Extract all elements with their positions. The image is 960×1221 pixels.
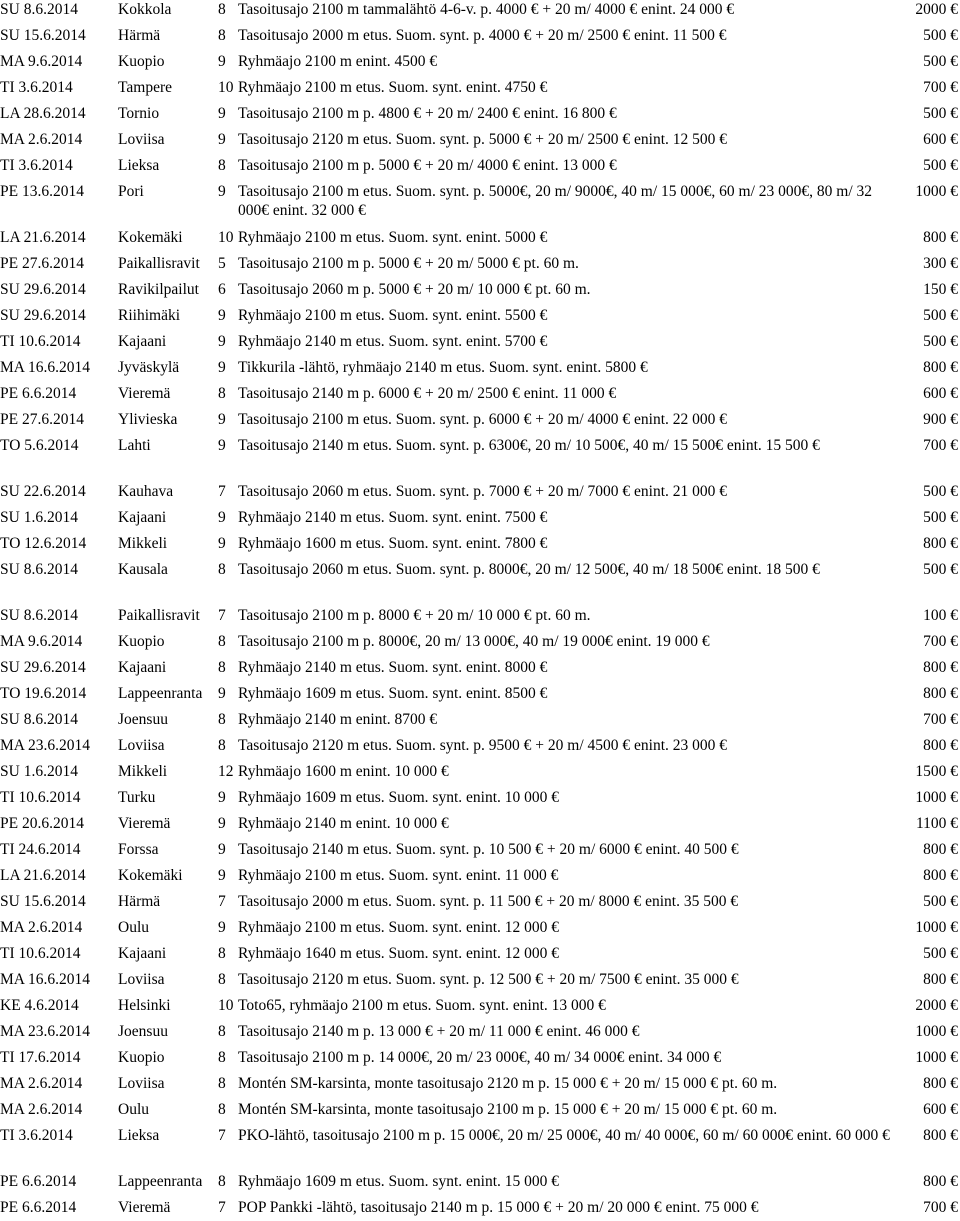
- place-cell: Forssa: [118, 841, 159, 858]
- prize-cell: 100 €: [923, 607, 958, 624]
- date-cell: SU 15.6.2014: [0, 27, 86, 44]
- prize-cell: 800 €: [923, 971, 958, 988]
- description-cell: Ryhmäajo 2140 m etus. Suom. synt. enint. 8000 €: [238, 659, 548, 676]
- description-cell: Ryhmäajo 2140 m enint. 8700 €: [238, 711, 438, 728]
- count-cell: 8: [218, 1101, 226, 1118]
- date-cell: PE 27.6.2014: [0, 255, 84, 272]
- count-cell: 8: [218, 659, 226, 676]
- date-cell: PE 6.6.2014: [0, 1199, 77, 1216]
- description-cell: Tasoitusajo 2060 m etus. Suom. synt. p. 8000€, 20 m/ 12 500€, 40 m/ 18 500€ enint. 18 500 €: [238, 561, 820, 578]
- place-cell: Oulu: [118, 919, 149, 936]
- count-cell: 9: [218, 919, 226, 936]
- count-cell: 9: [218, 53, 226, 70]
- count-cell: 8: [218, 633, 226, 650]
- prize-cell: 500 €: [923, 509, 958, 526]
- prize-cell: 600 €: [923, 385, 958, 402]
- date-cell: TO 19.6.2014: [0, 685, 87, 702]
- count-cell: 8: [218, 1075, 226, 1092]
- place-cell: Kuopio: [118, 633, 165, 650]
- place-cell: Lappeenranta: [118, 685, 203, 702]
- count-cell: 8: [218, 1023, 226, 1040]
- place-cell: Kajaani: [118, 333, 167, 350]
- date-cell: MA 23.6.2014: [0, 737, 90, 754]
- date-cell: KE 4.6.2014: [0, 997, 79, 1014]
- date-cell: SU 8.6.2014: [0, 607, 78, 624]
- place-cell: Pori: [118, 183, 144, 200]
- place-cell: Vieremä: [118, 385, 171, 402]
- count-cell: 7: [218, 1199, 226, 1216]
- date-cell: PE 6.6.2014: [0, 1173, 77, 1190]
- date-cell: TI 10.6.2014: [0, 945, 81, 962]
- prize-cell: 500 €: [923, 893, 958, 910]
- place-cell: Ravikilpailut: [118, 281, 199, 298]
- description-cell: Tasoitusajo 2120 m etus. Suom. synt. p. 12 500 € + 20 m/ 7500 € enint. 35 000 €: [238, 971, 739, 988]
- count-cell: 9: [218, 131, 226, 148]
- description-cell: Ryhmäajo 1640 m etus. Suom. synt. enint. 12 000 €: [238, 945, 559, 962]
- description-cell: Tasoitusajo 2100 m etus. Suom. synt. p. 6000 € + 20 m/ 4000 € enint. 22 000 €: [238, 411, 728, 428]
- place-cell: Vieremä: [118, 815, 171, 832]
- date-cell: MA 23.6.2014: [0, 1023, 90, 1040]
- date-cell: PE 20.6.2014: [0, 815, 84, 832]
- count-cell: 8: [218, 711, 226, 728]
- description-cell: Tasoitusajo 2140 m etus. Suom. synt. p. 6300€, 20 m/ 10 500€, 40 m/ 15 500€ enint. 15 500 €: [238, 437, 820, 454]
- place-cell: Turku: [118, 789, 156, 806]
- date-cell: PE 27.6.2014: [0, 411, 84, 428]
- description-cell: Tasoitusajo 2000 m etus. Suom. synt. p. 4000 € + 20 m/ 2500 € enint. 11 500 €: [238, 27, 727, 44]
- prize-cell: 800 €: [923, 841, 958, 858]
- description-cell: Tasoitusajo 2100 m tammalähtö 4-6-v. p. 4000 € + 20 m/ 4000 € enint. 24 000 €: [238, 1, 735, 18]
- prize-cell: 1000 €: [915, 1023, 958, 1040]
- count-cell: 8: [218, 385, 226, 402]
- description-cell: Ryhmäajo 2140 m etus. Suom. synt. enint. 7500 €: [238, 509, 548, 526]
- prize-cell: 2000 €: [915, 997, 958, 1014]
- description-cell: Montén SM-karsinta, monte tasoitusajo 2100 m p. 15 000 € + 20 m/ 15 000 € pt. 60 m.: [238, 1101, 778, 1118]
- place-cell: Tornio: [118, 105, 160, 122]
- prize-cell: 1000 €: [915, 1049, 958, 1066]
- date-cell: MA 2.6.2014: [0, 1075, 83, 1092]
- date-cell: LA 21.6.2014: [0, 867, 86, 884]
- place-cell: Helsinki: [118, 997, 171, 1014]
- count-cell: 9: [218, 685, 226, 702]
- place-cell: Mikkeli: [118, 763, 168, 780]
- count-cell: 7: [218, 607, 226, 624]
- description-cell: Toto65, ryhmäajo 2100 m etus. Suom. synt. enint. 13 000 €: [238, 997, 606, 1014]
- date-cell: TI 3.6.2014: [0, 1127, 73, 1144]
- place-cell: Oulu: [118, 1101, 149, 1118]
- date-cell: SU 29.6.2014: [0, 659, 86, 676]
- description-cell: Ryhmäajo 2100 m enint. 4500 €: [238, 53, 438, 70]
- count-cell: 7: [218, 483, 226, 500]
- date-cell: MA 9.6.2014: [0, 633, 83, 650]
- count-cell: 9: [218, 789, 226, 806]
- prize-cell: 800 €: [923, 535, 958, 552]
- place-cell: Vieremä: [118, 1199, 171, 1216]
- prize-cell: 700 €: [923, 711, 958, 728]
- count-cell: 9: [218, 183, 226, 200]
- date-cell: TO 12.6.2014: [0, 535, 87, 552]
- place-cell: Joensuu: [118, 711, 168, 728]
- prize-cell: 500 €: [923, 561, 958, 578]
- date-cell: PE 13.6.2014: [0, 183, 84, 200]
- description-cell: Tasoitusajo 2100 m p. 4800 € + 20 m/ 2400 € enint. 16 800 €: [238, 105, 617, 122]
- count-cell: 9: [218, 841, 226, 858]
- count-cell: 8: [218, 1173, 226, 1190]
- prize-cell: 500 €: [923, 945, 958, 962]
- count-cell: 9: [218, 437, 226, 454]
- count-cell: 9: [218, 815, 226, 832]
- place-cell: Lieksa: [118, 157, 160, 174]
- date-cell: SU 8.6.2014: [0, 711, 78, 728]
- count-cell: 10: [218, 229, 234, 246]
- place-cell: Härmä: [118, 27, 161, 44]
- date-cell: LA 21.6.2014: [0, 229, 86, 246]
- date-cell: SU 15.6.2014: [0, 893, 86, 910]
- prize-cell: 900 €: [923, 411, 958, 428]
- prize-cell: 500 €: [923, 483, 958, 500]
- prize-cell: 800 €: [923, 359, 958, 376]
- prize-cell: 500 €: [923, 157, 958, 174]
- count-cell: 8: [218, 945, 226, 962]
- place-cell: Kokemäki: [118, 867, 183, 884]
- prize-cell: 800 €: [923, 685, 958, 702]
- prize-cell: 500 €: [923, 333, 958, 350]
- prize-cell: 800 €: [923, 229, 958, 246]
- count-cell: 8: [218, 1049, 226, 1066]
- count-cell: 10: [218, 997, 234, 1014]
- place-cell: Kajaani: [118, 659, 167, 676]
- count-cell: 9: [218, 867, 226, 884]
- prize-cell: 800 €: [923, 659, 958, 676]
- description-cell: Ryhmäajo 1600 m etus. Suom. synt. enint. 7800 €: [238, 535, 548, 552]
- prize-cell: 800 €: [923, 867, 958, 884]
- description-cell: Ryhmäajo 1609 m etus. Suom. synt. enint. 8500 €: [238, 685, 548, 702]
- description-cell: Tasoitusajo 2100 m p. 8000€, 20 m/ 13 000€, 40 m/ 19 000€ enint. 19 000 €: [238, 633, 710, 650]
- date-cell: MA 2.6.2014: [0, 131, 83, 148]
- count-cell: 9: [218, 509, 226, 526]
- place-cell: Kajaani: [118, 509, 167, 526]
- count-cell: 8: [218, 971, 226, 988]
- date-cell: TI 24.6.2014: [0, 841, 81, 858]
- prize-cell: 800 €: [923, 1127, 958, 1144]
- prize-cell: 1000 €: [915, 919, 958, 936]
- prize-cell: 700 €: [923, 633, 958, 650]
- prize-cell: 1000 €: [915, 183, 958, 200]
- prize-cell: 2000 €: [915, 1, 958, 18]
- prize-cell: 800 €: [923, 737, 958, 754]
- date-cell: TI 10.6.2014: [0, 789, 81, 806]
- date-cell: MA 9.6.2014: [0, 53, 83, 70]
- count-cell: 10: [218, 79, 234, 96]
- description-cell: Ryhmäajo 2100 m etus. Suom. synt. enint. 5000 €: [238, 229, 548, 246]
- description-cell: Ryhmäajo 1609 m etus. Suom. synt. enint. 15 000 €: [238, 1173, 559, 1190]
- prize-cell: 1500 €: [915, 763, 958, 780]
- place-cell: Paikallisravit: [118, 255, 200, 272]
- description-cell: Tasoitusajo 2060 m etus. Suom. synt. p. 7000 € + 20 m/ 7000 € enint. 21 000 €: [238, 483, 728, 500]
- description-cell: Tasoitusajo 2100 m p. 8000 € + 20 m/ 10 000 € pt. 60 m.: [238, 607, 591, 624]
- place-cell: Joensuu: [118, 1023, 168, 1040]
- count-cell: 9: [218, 535, 226, 552]
- description-cell: Tasoitusajo 2140 m p. 13 000 € + 20 m/ 11 000 € enint. 46 000 €: [238, 1023, 640, 1040]
- date-cell: TI 17.6.2014: [0, 1049, 81, 1066]
- count-cell: 5: [218, 255, 226, 272]
- description-cell: Tasoitusajo 2140 m etus. Suom. synt. p. 10 500 € + 20 m/ 6000 € enint. 40 500 €: [238, 841, 739, 858]
- date-cell: SU 29.6.2014: [0, 307, 86, 324]
- prize-cell: 1100 €: [915, 815, 958, 832]
- prize-cell: 600 €: [923, 131, 958, 148]
- description-cell: Tikkurila -lähtö, ryhmäajo 2140 m etus. Suom. synt. enint. 5800 €: [238, 359, 648, 376]
- description-cell: Tasoitusajo 2120 m etus. Suom. synt. p. 9500 € + 20 m/ 4500 € enint. 23 000 €: [238, 737, 728, 754]
- description-cell: Ryhmäajo 1609 m etus. Suom. synt. enint. 10 000 €: [238, 789, 559, 806]
- description-cell: Tasoitusajo 2100 m etus. Suom. synt. p. 5000€, 20 m/ 9000€, 40 m/ 15 000€, 60 m/ 23 000€, 80 m/ 32 000€ enint. 32 000 €: [238, 183, 872, 219]
- place-cell: Loviisa: [118, 131, 165, 148]
- place-cell: Loviisa: [118, 1075, 165, 1092]
- count-cell: 9: [218, 105, 226, 122]
- count-cell: 12: [218, 763, 234, 780]
- count-cell: 9: [218, 333, 226, 350]
- date-cell: PE 6.6.2014: [0, 385, 77, 402]
- place-cell: Kajaani: [118, 945, 167, 962]
- place-cell: Paikallisravit: [118, 607, 200, 624]
- date-cell: LA 28.6.2014: [0, 105, 86, 122]
- date-cell: SU 8.6.2014: [0, 561, 78, 578]
- prize-cell: 700 €: [923, 1199, 958, 1216]
- place-cell: Kokemäki: [118, 229, 183, 246]
- prize-cell: 500 €: [923, 27, 958, 44]
- place-cell: Lieksa: [118, 1127, 160, 1144]
- description-cell: Ryhmäajo 2100 m etus. Suom. synt. enint. 4750 €: [238, 79, 548, 96]
- description-cell: Ryhmäajo 2100 m etus. Suom. synt. enint. 5500 €: [238, 307, 548, 324]
- count-cell: 7: [218, 893, 226, 910]
- prize-cell: 500 €: [923, 105, 958, 122]
- count-cell: 7: [218, 1127, 226, 1144]
- date-cell: TI 3.6.2014: [0, 79, 73, 96]
- date-cell: MA 16.6.2014: [0, 359, 90, 376]
- count-cell: 8: [218, 561, 226, 578]
- place-cell: Riihimäki: [118, 307, 180, 324]
- date-cell: MA 2.6.2014: [0, 919, 83, 936]
- description-cell: Tasoitusajo 2140 m p. 6000 € + 20 m/ 2500 € enint. 11 000 €: [238, 385, 617, 402]
- place-cell: Kuopio: [118, 1049, 165, 1066]
- place-cell: Ylivieska: [118, 411, 178, 428]
- prize-cell: 150 €: [923, 281, 958, 298]
- description-cell: POP Pankki -lähtö, tasoitusajo 2140 m p. 15 000 € + 20 m/ 20 000 € enint. 75 000 €: [238, 1199, 759, 1216]
- date-cell: MA 2.6.2014: [0, 1101, 83, 1118]
- date-cell: TO 5.6.2014: [0, 437, 79, 454]
- description-cell: Tasoitusajo 2100 m p. 14 000€, 20 m/ 23 000€, 40 m/ 34 000€ enint. 34 000 €: [238, 1049, 722, 1066]
- count-cell: 9: [218, 411, 226, 428]
- place-cell: Härmä: [118, 893, 161, 910]
- prize-cell: 500 €: [923, 307, 958, 324]
- date-cell: SU 22.6.2014: [0, 483, 86, 500]
- prize-cell: 500 €: [923, 53, 958, 70]
- count-cell: 9: [218, 359, 226, 376]
- place-cell: Loviisa: [118, 971, 165, 988]
- count-cell: 8: [218, 1, 226, 18]
- description-cell: Tasoitusajo 2120 m etus. Suom. synt. p. 5000 € + 20 m/ 2500 € enint. 12 500 €: [238, 131, 728, 148]
- description-cell: Ryhmäajo 2140 m etus. Suom. synt. enint. 5700 €: [238, 333, 548, 350]
- place-cell: Tampere: [118, 79, 172, 96]
- prize-cell: 800 €: [923, 1173, 958, 1190]
- description-cell: Ryhmäajo 1600 m enint. 10 000 €: [238, 763, 449, 780]
- place-cell: Kausala: [118, 561, 168, 578]
- description-cell: Tasoitusajo 2060 m p. 5000 € + 20 m/ 10 000 € pt. 60 m.: [238, 281, 591, 298]
- date-cell: SU 29.6.2014: [0, 281, 86, 298]
- description-cell: Tasoitusajo 2100 m p. 5000 € + 20 m/ 4000 € enint. 13 000 €: [238, 157, 617, 174]
- prize-cell: 800 €: [923, 1075, 958, 1092]
- count-cell: 9: [218, 307, 226, 324]
- date-cell: SU 1.6.2014: [0, 509, 78, 526]
- date-cell: TI 10.6.2014: [0, 333, 81, 350]
- date-cell: SU 1.6.2014: [0, 763, 78, 780]
- place-cell: Jyväskylä: [118, 359, 180, 376]
- prize-cell: 700 €: [923, 437, 958, 454]
- date-cell: TI 3.6.2014: [0, 157, 73, 174]
- place-cell: Lappeenranta: [118, 1173, 203, 1190]
- description-cell: PKO-lähtö, tasoitusajo 2100 m p. 15 000€, 20 m/ 25 000€, 40 m/ 40 000€, 60 m/ 60 000€ enint. 60 000 €: [238, 1127, 890, 1144]
- place-cell: Kauhava: [118, 483, 174, 500]
- description-cell: Tasoitusajo 2100 m p. 5000 € + 20 m/ 5000 € pt. 60 m.: [238, 255, 579, 272]
- description-cell: Tasoitusajo 2000 m etus. Suom. synt. p. 11 500 € + 20 m/ 8000 € enint. 35 500 €: [238, 893, 739, 910]
- place-cell: Lahti: [118, 437, 151, 454]
- count-cell: 8: [218, 157, 226, 174]
- description-cell: Ryhmäajo 2100 m etus. Suom. synt. enint. 12 000 €: [238, 919, 559, 936]
- place-cell: Loviisa: [118, 737, 165, 754]
- count-cell: 8: [218, 27, 226, 44]
- place-cell: Kokkola: [118, 1, 172, 18]
- place-cell: Kuopio: [118, 53, 165, 70]
- date-cell: MA 16.6.2014: [0, 971, 90, 988]
- prize-cell: 600 €: [923, 1101, 958, 1118]
- description-cell: Ryhmäajo 2100 m etus. Suom. synt. enint. 11 000 €: [238, 867, 559, 884]
- count-cell: 6: [218, 281, 226, 298]
- date-cell: SU 8.6.2014: [0, 1, 78, 18]
- place-cell: Mikkeli: [118, 535, 168, 552]
- description-cell: Montén SM-karsinta, monte tasoitusajo 2120 m p. 15 000 € + 20 m/ 15 000 € pt. 60 m.: [238, 1075, 778, 1092]
- count-cell: 8: [218, 737, 226, 754]
- description-cell: Ryhmäajo 2140 m enint. 10 000 €: [238, 815, 449, 832]
- prize-cell: 700 €: [923, 79, 958, 96]
- prize-cell: 1000 €: [915, 789, 958, 806]
- prize-cell: 300 €: [923, 255, 958, 272]
